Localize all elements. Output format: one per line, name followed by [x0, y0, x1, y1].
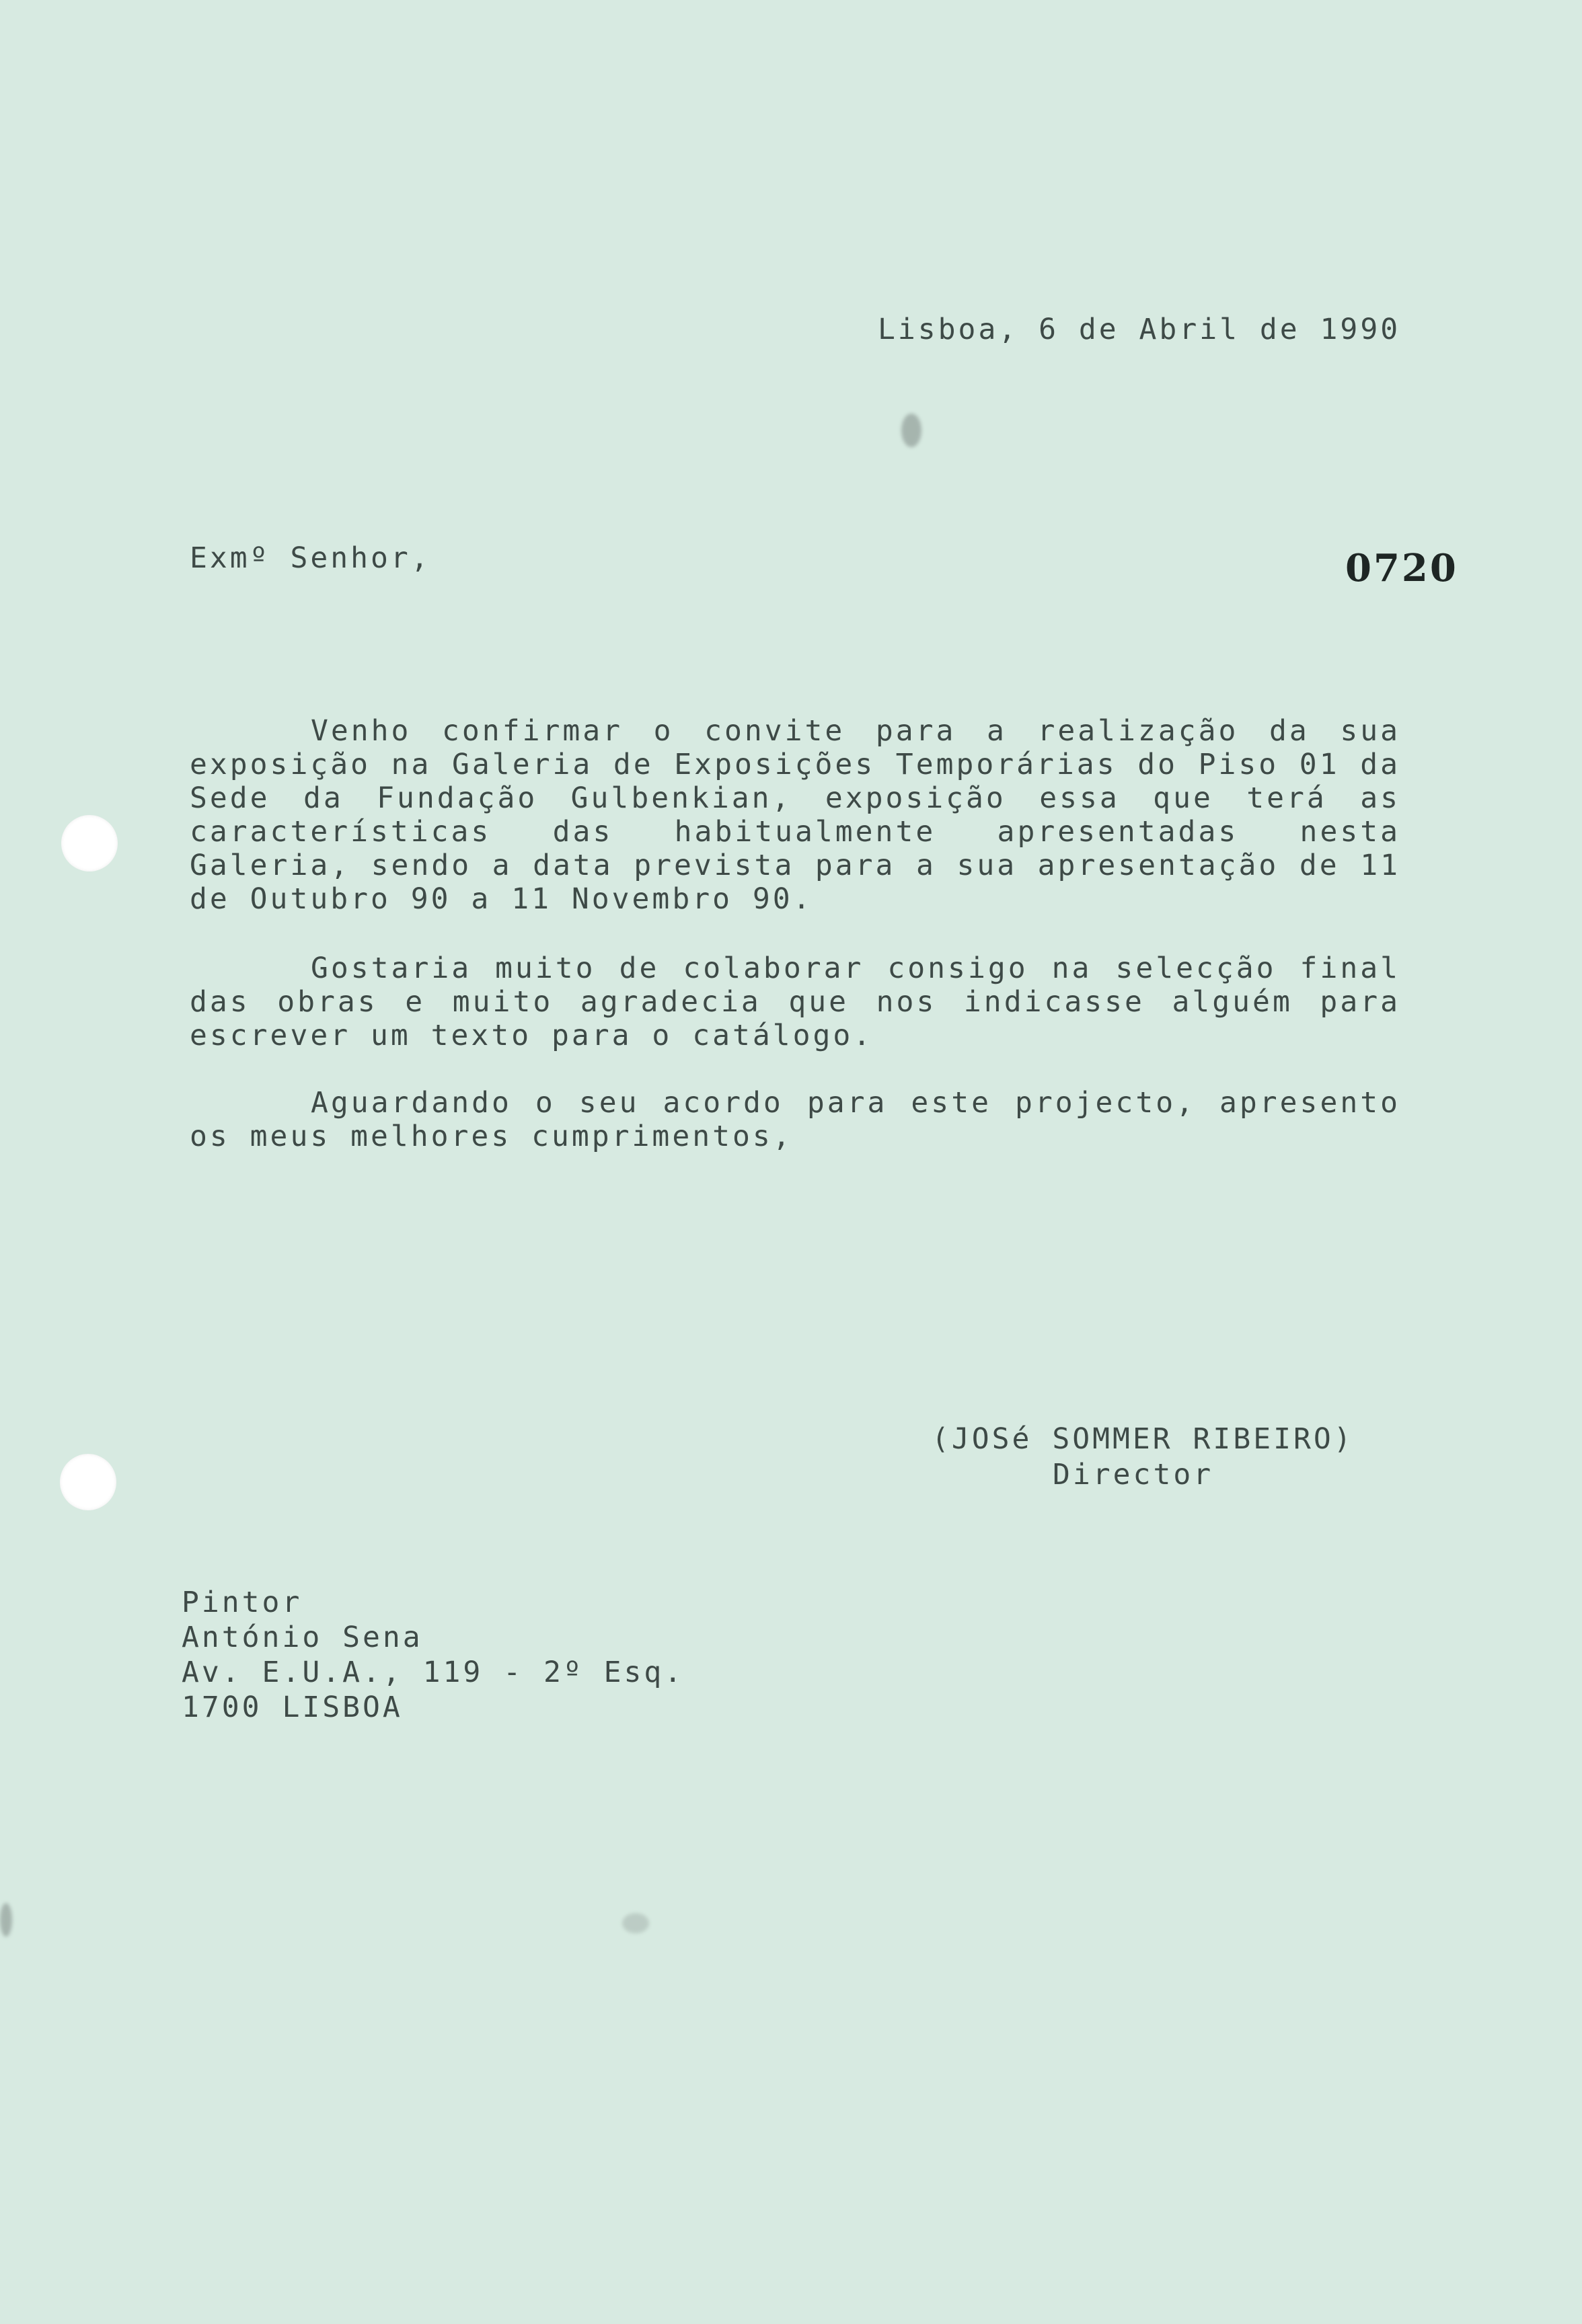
signatory-title: Director	[1053, 1458, 1214, 1492]
paragraph-1-line: Sede da Fundação Gulbenkian, exposição essa que terá as	[190, 781, 1400, 815]
punch-hole-top	[61, 815, 118, 872]
paragraph-3-line: Aguardando o seu acordo para este projecto, apresento	[311, 1086, 1400, 1120]
paragraph-1-line: características das habitualmente apresentadas nesta	[190, 815, 1400, 849]
reference-number-stamp: 0720	[1345, 546, 1458, 590]
punch-hole-bottom	[60, 1454, 116, 1510]
salutation: Exmº Senhor,	[190, 541, 431, 575]
paragraph-1-line: Venho confirmar o convite para a realização da sua	[311, 714, 1400, 748]
recipient-line: Av. E.U.A., 119 - 2º Esq.	[182, 1656, 685, 1689]
recipient-line: 1700 LISBOA	[182, 1691, 403, 1724]
signatory-name: (JOSé SOMMER RIBEIRO)	[932, 1422, 1354, 1456]
paragraph-1-last-line: de Outubro 90 a 11 Novembro 90.	[190, 882, 813, 916]
paragraph-1-line: exposição na Galeria de Exposições Temporárias do Piso 01 da	[190, 748, 1400, 781]
paragraph-2-last-line: escrever um texto para o catálogo.	[190, 1019, 874, 1052]
letter-date: Lisboa, 6 de Abril de 1990	[878, 313, 1401, 346]
recipient-line: Pintor	[182, 1586, 303, 1619]
ink-smudge	[901, 414, 921, 447]
paragraph-2-line: das obras e muito agradecia que nos indicasse alguém para	[190, 985, 1400, 1019]
paragraph-3-last-line: os meus melhores cumprimentos,	[190, 1120, 793, 1153]
paragraph-2-line: Gostaria muito de colaborar consigo na selecção final	[311, 952, 1400, 985]
ink-smudge	[622, 1913, 649, 1933]
ink-smudge	[0, 1903, 12, 1937]
recipient-line: António Sena	[182, 1621, 423, 1654]
paragraph-1-line: Galeria, sendo a data prevista para a sua apresentação de 11	[190, 849, 1400, 882]
